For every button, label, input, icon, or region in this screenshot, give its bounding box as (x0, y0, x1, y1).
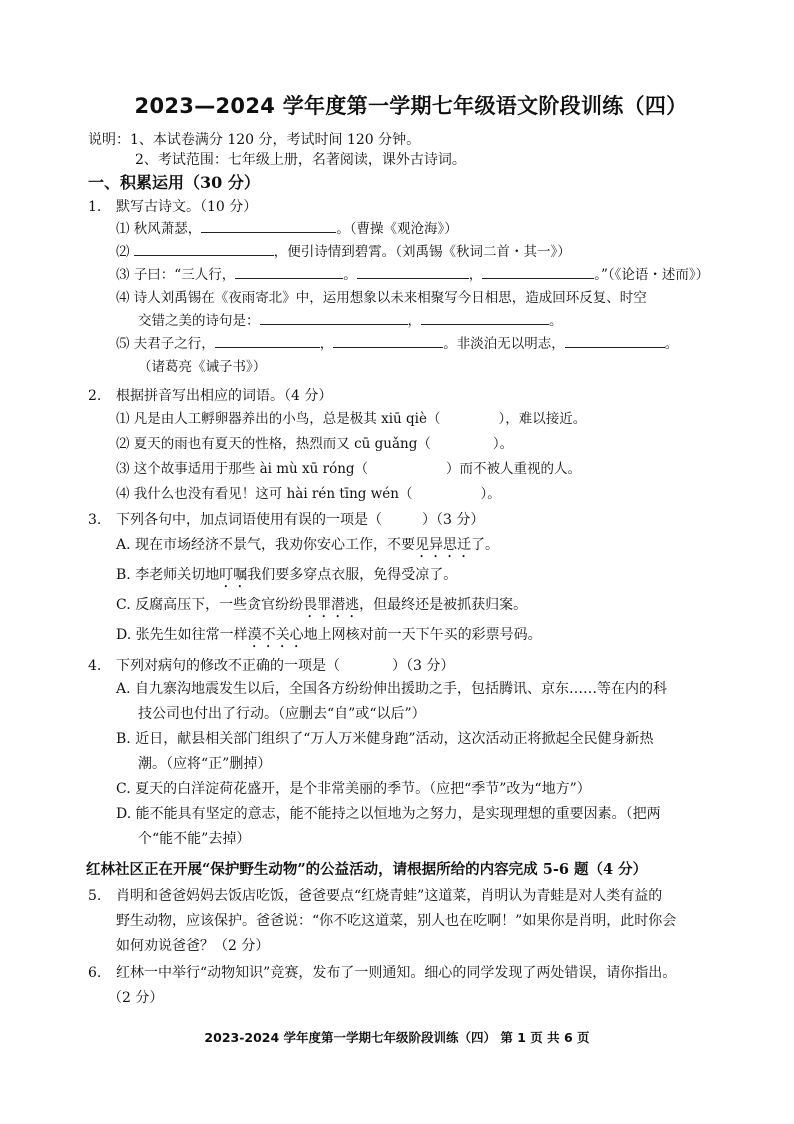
emphasized-word: 叮嘱 (219, 567, 248, 583)
q2-item-2: ⑵ 夏天的雨也有夏天的性格，热烈而又 cū guǎng（ ）。 (116, 436, 514, 452)
question-stem: 下列对病句的修改不正确的一项是（ (116, 658, 340, 674)
question-5: 5. 肖明和爸爸妈妈去饭店吃饭，爸爸要点“红烧青蛙”这道菜，肖明认为青蛙是对人类有益的 野生动物，应该保护。爸爸说：“你不吃这道菜，别人也在吃啊！”如果你是肖明，此时你会 如何劝说爸爸？（2 分） (88, 884, 744, 959)
question-number: 5. (88, 888, 102, 904)
emphasized-word: 漠不关心 (247, 627, 304, 643)
answer-blank[interactable] (235, 264, 343, 279)
answer-blank[interactable] (333, 333, 443, 348)
question-number: 6. (88, 965, 102, 981)
question-stem: 根据拼音写出相应的词语。（4 分） (116, 388, 333, 404)
emphasized-word: 见异思迁 (415, 537, 472, 553)
q1-item-2: ⑵ ，便引诗情到碧霄。（刘禹锡《秋词二首・其一》） (88, 241, 744, 264)
answer-blank[interactable] (421, 310, 549, 325)
q4-option-d: D. 能不能具有坚定的意志，能不能持之以恒地为之努力，是实现理想的重要因素。（把两 个“能不能”去掉） (116, 806, 661, 847)
question-1 (88, 196, 744, 218)
question-stem: 默写古诗文。（10 分） (116, 199, 258, 215)
exam-title: 2023—2024 学年度第一学期七年级语文阶段训练（四） (134, 94, 688, 118)
q1-item-5: ⑸ 夫君子之行， ， 。非淡泊无以明志， 。 （诸葛亮《诫子书》） (88, 333, 744, 379)
question-2 (88, 385, 744, 407)
question-number: 4. (88, 658, 102, 674)
q2-item-3: ⑶ 这个故事适用于那些 ài mù xū róng（ ）而不被人重视的人。 (116, 461, 582, 477)
question-6: 6. 红林一中举行“动物知识”竞赛，发布了一则通知。细心的同学发现了两处错误，请你指出。 （2 分） (88, 961, 744, 1011)
q2-item-1: ⑴ 凡是由人工孵卵器养出的小鸟，总是极其 xiū qiè（ ），难以接近。 (116, 411, 587, 427)
q1-item-4: ⑷ 诗人刘禹锡在《夜雨寄北》中，运用想象以未来相聚写今日相思，造成回环反复、时空 交错之美的诗句是： ， 。 (116, 290, 647, 329)
q1-item-3: ⑶ 子曰：“三人行， 。 ， 。”（《论语・述而》） (88, 264, 744, 287)
note-2: 2、考试范围：七年级上册，名著阅读，课外古诗词。 (135, 152, 466, 168)
q4-option-a: A. 自九寨沟地震发生以后，全国各方纷纷伸出援助之手，包括腾讯、京东……等在内的科 技公司也付出了行动。（应删去“自”或“以后”） (116, 681, 668, 722)
question-number: 3. (88, 512, 102, 528)
q4-option-b: B. 近日，献县相关部门组织了“万人万米健身跑”活动，这次活动正将掀起全民健身新热 潮。（应将“正”删掉） (116, 731, 654, 772)
question-number: 2. (88, 388, 102, 404)
q3-option-c: C. 反腐高压下，一些贪官纷纷畏罪潜逃，但最终还是被抓获归案。 (116, 597, 528, 613)
q4-option-c: C. 夏天的白洋淀荷花盛开，是个非常美丽的季节。（应把“季节”改为“地方”） (116, 781, 591, 797)
answer-blank[interactable] (357, 264, 469, 279)
answer-blank[interactable] (134, 241, 274, 256)
question-4: 4. 下列对病句的修改不正确的一项是（ ）（3 分） (88, 655, 744, 677)
answer-blank[interactable] (260, 310, 408, 325)
answer-blank[interactable] (201, 218, 336, 233)
q3-option-a: A. 现在市场经济不景气，我劝你安心工作，不要见异思迁了。 (116, 537, 500, 553)
answer-blank[interactable] (215, 333, 320, 348)
q3-option-d: D. 张先生如往常一样漠不关心地上网核对前一天下午买的彩票号码。 (116, 627, 542, 643)
question-stem: 下列各句中，加点词语使用有误的一项是（ (116, 512, 382, 528)
note-1: 说明：1、本试卷满分 120 分，考试时间 120 分钟。 (88, 132, 421, 148)
q1-item-1: ⑴ 秋风萧瑟， 。（曹操《观沧海》） (88, 218, 744, 241)
question-3: 3. 下列各句中，加点词语使用有误的一项是（ ）（3 分） (88, 509, 744, 531)
question-number: 1. (88, 199, 102, 215)
page-footer: 2023-2024 学年度第一学期七年级阶段训练（四） 第 1 页 共 6 页 (204, 1030, 590, 1045)
q3-option-b: B. 李老师关切地叮嘱我们要多穿点衣服，免得受凉了。 (116, 567, 458, 583)
answer-blank[interactable] (482, 264, 594, 279)
emphasized-word: 畏罪潜逃 (303, 597, 360, 613)
group-intro: 红林社区正在开展“保护野生动物”的公益活动，请根据所给的内容完成 5-6 题（4 分） (86, 861, 648, 878)
section-heading: 一、积累运用（30 分） (88, 173, 260, 192)
answer-blank[interactable] (565, 333, 665, 348)
q2-item-4: ⑷ 我什么也没有看见！这可 hài rén tīng wén（ ）。 (116, 486, 501, 502)
